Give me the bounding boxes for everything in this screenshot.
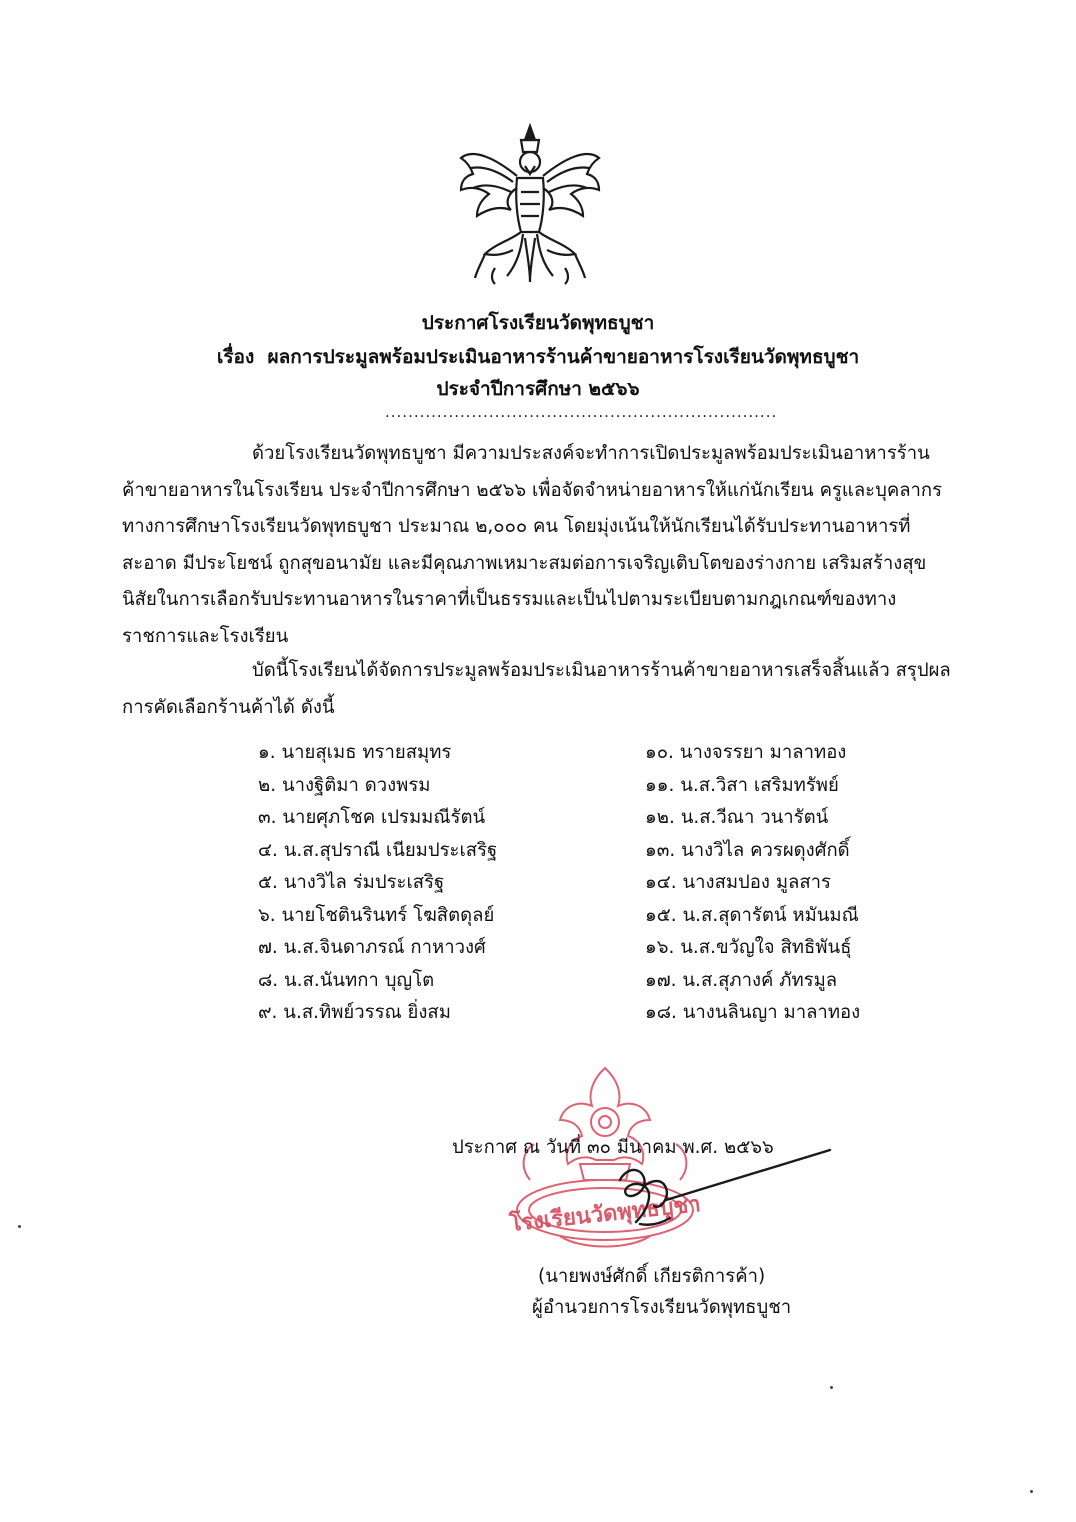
list-item: ๕. นางวิไล ร่มประเสริฐ [258, 872, 445, 893]
list-item: ๑๗. น.ส.สุภางค์ ภัทรมูล [645, 969, 838, 991]
handwritten-signature [600, 1140, 840, 1250]
list-item: ๑. นายสุเมธ ทรายสมุทร [258, 742, 452, 763]
vendor-list-left [258, 737, 497, 1030]
signatory-name: (นายพงษ์ศักดิ์ เกียรติการค้า) [538, 1266, 766, 1287]
list-item: ๑๒. น.ส.วีณา วนารัตน์ [645, 807, 829, 828]
list-item: ๑๓. นางวิไล ควรผดุงศักดิ์ [645, 839, 850, 861]
intro-paragraph [122, 436, 952, 655]
list-item: ๔. น.ส.สุปราณี เนียมประเสริฐ [258, 839, 498, 861]
result-text: บัดนี้โรงเรียนได้จัดการประมูลพร้อมประเมินอาหารร้านค้าขายอาหารเสร็จสิ้นแล้ว สรุปผลการคัดเลือกร้านค้าได้ ดังนี้ [122, 660, 951, 718]
academic-year: ประจำปีการศึกษา ๒๕๖๖ [436, 378, 640, 400]
list-item: ๙. น.ส.ทิพย์วรรณ ยิ่งสม [258, 1002, 451, 1023]
list-item: ๑๖. น.ส.ขวัญใจ สิทธิพันธุ์ [645, 937, 852, 958]
list-item: ๗. น.ส.จินดาภรณ์ กาหาวงศ์ [258, 937, 486, 958]
list-item: ๘. น.ส.นันทกา บุญโต [258, 969, 435, 991]
list-item: ๑๑. น.ส.วิสา เสริมทรัพย์ [645, 774, 839, 796]
list-item: ๑๔. นางสมปอง มูลสาร [645, 872, 831, 893]
subject-label: เรื่อง [216, 346, 255, 368]
scan-speck [1030, 1490, 1033, 1493]
list-item: ๓. นายศุภโชค เปรมมณีรัตน์ [258, 807, 486, 828]
list-item: ๑๘. นางนลินญา มาลาทอง [645, 1002, 861, 1023]
list-item: ๑๕. น.ส.สุดารัตน์ หมันมณี [645, 904, 859, 926]
list-item: ๒. นางฐิติมา ดวงพรม [258, 774, 431, 796]
announcement-title: ประกาศโรงเรียนวัดพุทธบูชา [421, 312, 655, 334]
result-paragraph [122, 653, 952, 726]
vendor-list-right [645, 737, 860, 1030]
announcement-date: ประกาศ ณ วันที่ ๓๐ มีนาคม พ.ศ. ๒๕๖๖ [452, 1137, 774, 1158]
intro-text: ด้วยโรงเรียนวัดพุทธบูชา มีความประสงค์จะทำการเปิดประมูลพร้อมประเมินอาหารร้านค้าขายอาหารในโรงเรียน ประจำปีการศึกษา ๒๕๖๖ เพื่อจัดจำหน่ายอาหารให้แก่นักเรียน ครูและบุคลากรทางการศึกษาโรงเรียนวัดพุทธบูชา ประมาณ ๒,๐๐๐ คน โดยมุ่งเน้นให้นักเรียนได้รับประทานอาหารที่สะอาด มีประโยชน์ ถูกสุขอนามัย และมีคุณภาพเหมาะสมต่อการเจริญเติบโตของร่างกาย เสริมสร้างสุขนิสัยในการเลือกรับประทานอาหารในราคาที่เป็นธรรมและเป็นไปตามระเบียบตามกฎเกณฑ์ของทางราชการและโรงเรียน [122, 443, 943, 647]
list-item: ๖. นายโชตินรินทร์ โฆสิตดุลย์ [258, 904, 495, 926]
signatory-title: ผู้อำนวยการโรงเรียนวัดพุทธบูชา [532, 1297, 792, 1318]
scan-speck [18, 1225, 21, 1228]
subject-text: ผลการประมูลพร้อมประเมินอาหารร้านค้าขายอาหารโรงเรียนวัดพุทธบูชา [267, 346, 860, 368]
scan-speck [830, 1386, 833, 1389]
seal-school-name: โรงเรียนวัดพุทธบูชา [508, 1192, 702, 1237]
separator-line: .................................................................... [385, 403, 778, 421]
announcement-subject [0, 342, 1076, 372]
list-item: ๑๐. นางจรรยา มาลาทอง [645, 742, 847, 763]
garuda-emblem-icon [455, 118, 605, 288]
